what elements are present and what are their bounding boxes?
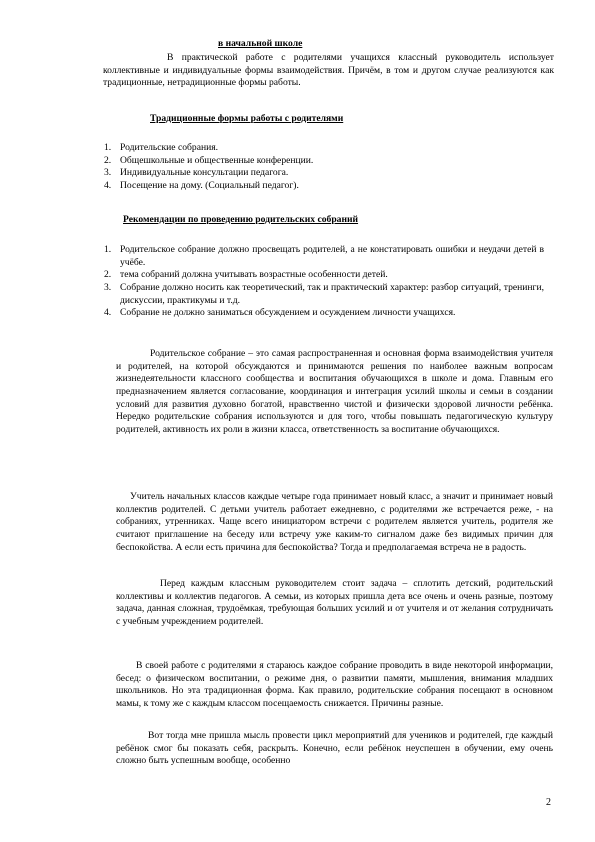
traditional-forms-heading: Традиционные формы работы с родителями <box>150 113 344 124</box>
list-item: 1. Родительские собрания. <box>104 142 219 153</box>
list-item: 1. Родительское собрание должно просвещать родителей, а не констатировать ошибки и неудачи детей в учёбе. <box>104 244 544 268</box>
intro-text: В практической работе с родителями учащихся классный руководитель использует коллективные и индивидуальные формы взаимодействия. Причём, в том и другом случае реализуются как традиционные, нетрадиционные формы работы. <box>103 52 554 89</box>
body-paragraph: Учитель начальных классов каждые четыре года принимает новый класс, а значит и принимает новый коллектив родителей. С детьми учитель работает ежедневно, с родителями же встречается реже, - на собраниях, утренниках. Чаще всего инициатором встречи с родителем является учитель, родителя же считают приглашение на беседу или встречу уже каким-то сигналом даже без видимых причин для беспокойства. А если есть причина для беспокойства? Тогда и предполагаемая встреча не в радость. <box>116 491 553 553</box>
body-paragraph: Вот тогда мне пришла мысль провести цикл мероприятий для учеников и родителей, где каждый ребёнок смог бы показать себя, раскрыть. Конечно, если ребёнок неуспешен в обучении, ему очень сложно быть успешным вообще, особенно <box>116 730 553 767</box>
page-number: 2 <box>546 797 551 808</box>
list-item: 2. Общешкольные и общественные конференции. <box>104 154 314 166</box>
body-paragraph: Перед каждым классным руководителем стоит задача – сплотить детский, родительский коллективы и коллектив педагогов. А семьи, из которых пришла дета все очень и очень разные, поэтому задача, данная сложная, трудоёмкая, требующая больших усилий и от учителя и от желания сотрудничать с учебным учреждением родителей. <box>116 578 553 627</box>
list-item: 4. Собрание не должно заниматься обсуждением и осуждением личности учащихся. <box>104 307 456 319</box>
top-heading: в начальной школе <box>218 38 303 49</box>
list-item: 3. Собрание должно носить как теоретический, так и практический характер: разбор ситуаций, тренинги, дискуссии, практикумы и т.д. <box>104 281 544 306</box>
body-paragraph: Родительское собрание – это самая распространенная и основная форма взаимодействия учителя и родителей, на которой обсуждаются и принимаются решения по наиболее важным вопросам жизнедеятельности классного сообщества и воспитания обучающихся в школе и дома. Главным его предназначением является согласование, координация и интеграция усилий школы и семьи в создании условий для развития духовно богатой, нравственно чистой и физически здоровой личности ребёнка. Нередко родительские собрания используются и для того, чтобы повышать педагогическую культуру родителей, активность их роли в жизни класса, ответственность за воспитание обучающихся. <box>116 348 553 435</box>
intro-paragraph <box>103 52 554 90</box>
traditional-forms-list <box>104 142 544 193</box>
recommendations-list <box>104 244 544 320</box>
body-paragraph: В своей работе с родителями я стараюсь каждое собрание проводить в виде некоторой информации, бесед: о физическом воспитании, о режиме дня, о развитии памяти, мышления, внимания младших школьников. Но эта традиционная форма. Как правило, родительские собрания посещают в основном мамы, к тому же с каждым классом посещаемость снижается. Причины разные. <box>116 660 553 709</box>
list-item: 4. Посещение на дому. (Социальный педагог). <box>104 179 299 191</box>
recommendations-heading: Рекомендации по проведению родительских собраний <box>123 214 359 225</box>
list-item: 2. тема собраний должна учитывать возрастные особенности детей. <box>104 269 388 281</box>
list-item: 3. Индивидуальные консультации педагога. <box>104 167 289 179</box>
